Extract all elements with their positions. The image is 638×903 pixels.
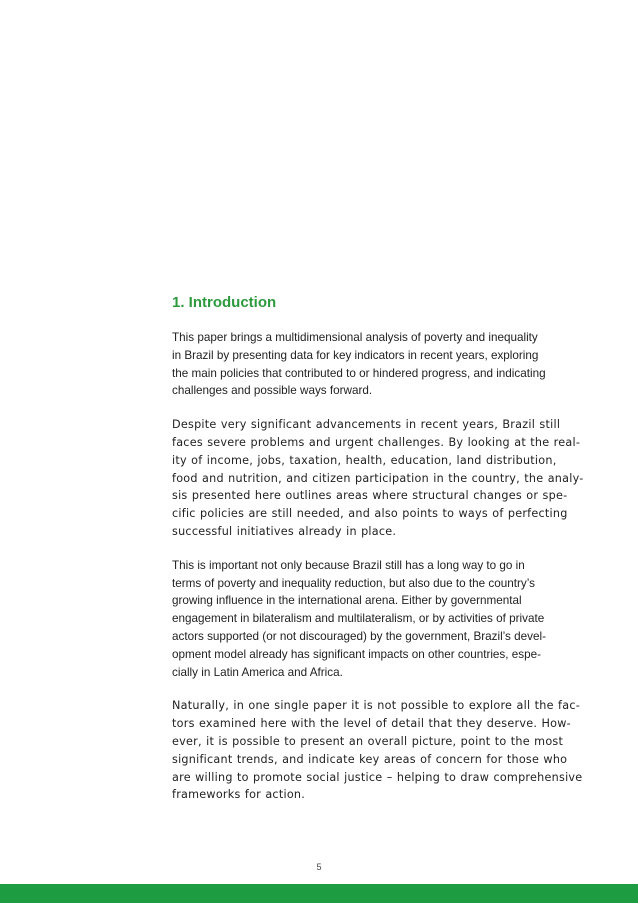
main-content bbox=[172, 293, 584, 820]
text-line: in Brazil by presenting data for key indicators in recent years, exploring bbox=[172, 348, 539, 362]
text-line: significant trends, and indicate key areas of concern for those who bbox=[172, 752, 568, 766]
text-line: the main policies that contributed to or hindered progress, and indicating bbox=[172, 366, 546, 380]
text-line: Naturally, in one single paper it is not possible to explore all the fac- bbox=[172, 699, 581, 713]
text-line: food and nutrition, and citizen participation in the country, the analy- bbox=[172, 471, 584, 485]
text-line: opment model already has significant impacts on other countries, espe- bbox=[172, 647, 542, 661]
page-number: 5 bbox=[316, 862, 322, 872]
text-line: sis presented here outlines areas where structural changes or spe- bbox=[172, 489, 568, 503]
text-line: faces severe problems and urgent challenges. By looking at the real- bbox=[172, 435, 581, 449]
text-line: successful initiatives already in place. bbox=[172, 524, 397, 538]
text-line: challenges and possible ways forward. bbox=[172, 384, 373, 398]
text-line: actors supported (or not discouraged) by the government, Brazil’s devel- bbox=[172, 629, 546, 643]
text-line: tors examined here with the level of detail that they deserve. How- bbox=[172, 717, 571, 731]
footer-bar bbox=[0, 884, 638, 903]
text-line: growing influence in the international arena. Either by governmental bbox=[172, 594, 522, 608]
paragraph-4 bbox=[172, 697, 583, 804]
paragraph-3 bbox=[172, 557, 578, 682]
text-line: ity of income, jobs, taxation, health, education, land distribution, bbox=[172, 453, 557, 467]
text-line: This is important not only because Brazil still has a long way to go in bbox=[172, 558, 525, 572]
text-line: are willing to promote social justice – helping to draw comprehensive bbox=[172, 770, 583, 784]
text-line: This paper brings a multidimensional analysis of poverty and inequality bbox=[172, 331, 538, 344]
text-line: cific policies are still needed, and also points to ways of perfecting bbox=[172, 507, 568, 521]
text-line: engagement in bilateralism and multilateralism, or by activities of private bbox=[172, 612, 545, 626]
paragraph-1 bbox=[172, 329, 578, 400]
text-line: terms of poverty and inequality reduction, but also due to the country’s bbox=[172, 576, 535, 590]
text-line: frameworks for action. bbox=[172, 788, 306, 802]
section-title: 1. Introduction bbox=[172, 294, 277, 311]
text-line: Despite very significant advancements in recent years, Brazil still bbox=[172, 418, 561, 432]
paragraph-2 bbox=[172, 416, 584, 541]
text-line: ever, it is possible to present an overall picture, point to the most bbox=[172, 734, 564, 748]
text-line: cially in Latin America and Africa. bbox=[172, 665, 343, 679]
